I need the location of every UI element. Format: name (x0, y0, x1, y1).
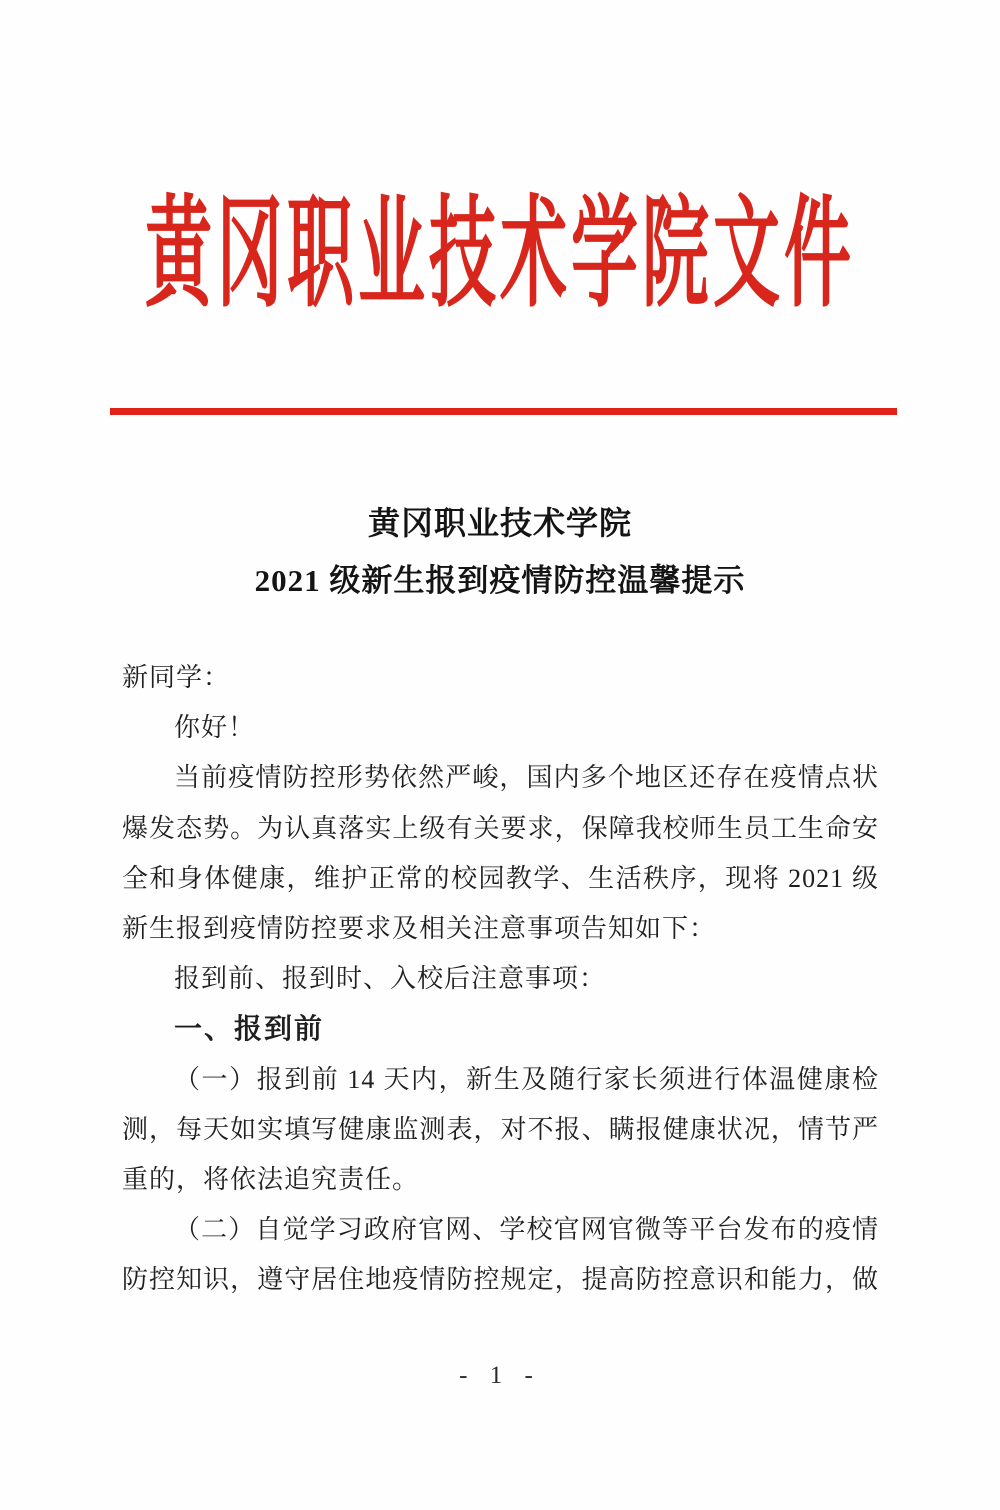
red-header-banner: 黄冈职业技术学院文件 (145, 188, 855, 322)
body-line: 爆发态势。为认真落实上级有关要求，保障我校师生员工生命安 (122, 813, 879, 843)
document-body (122, 653, 879, 1305)
body-line: 防控知识，遵守居住地疫情防控规定，提高防控意识和能力，做 (122, 1265, 879, 1295)
red-divider-rule (110, 408, 897, 415)
body-line: 你好！ (174, 713, 256, 743)
body-line: 新同学： (122, 663, 231, 692)
document-title-line2: 2021 级新生报到疫情防控温馨提示 (254, 563, 746, 598)
body-line: （一）报到前 14 天内，新生及随行家长须进行体温健康检 (174, 1064, 879, 1094)
body-line: 报到前、报到时、入校后注意事项： (174, 964, 607, 994)
body-line: 一、报到前 (174, 1013, 325, 1045)
page-number: - 1 - (459, 1362, 541, 1389)
document-title (0, 501, 1000, 601)
body-line: （二）自觉学习政府官网、学校官网官微等平台发布的疫情 (174, 1215, 879, 1245)
body-line: 重的，将依法追究责任。 (122, 1164, 420, 1194)
body-line: 新生报到疫情防控要求及相关注意事项告知如下： (122, 913, 717, 943)
body-line: 当前疫情防控形势依然严峻，国内多个地区还存在疫情点状 (174, 763, 879, 793)
body-line: 全和身体健康，维护正常的校园教学、生活秩序，现将 2021 级 (122, 863, 879, 893)
document-title-line1: 黄冈职业技术学院 (367, 505, 632, 541)
body-line: 测，每天如实填写健康监测表，对不报、瞒报健康状况，情节严 (122, 1114, 879, 1144)
